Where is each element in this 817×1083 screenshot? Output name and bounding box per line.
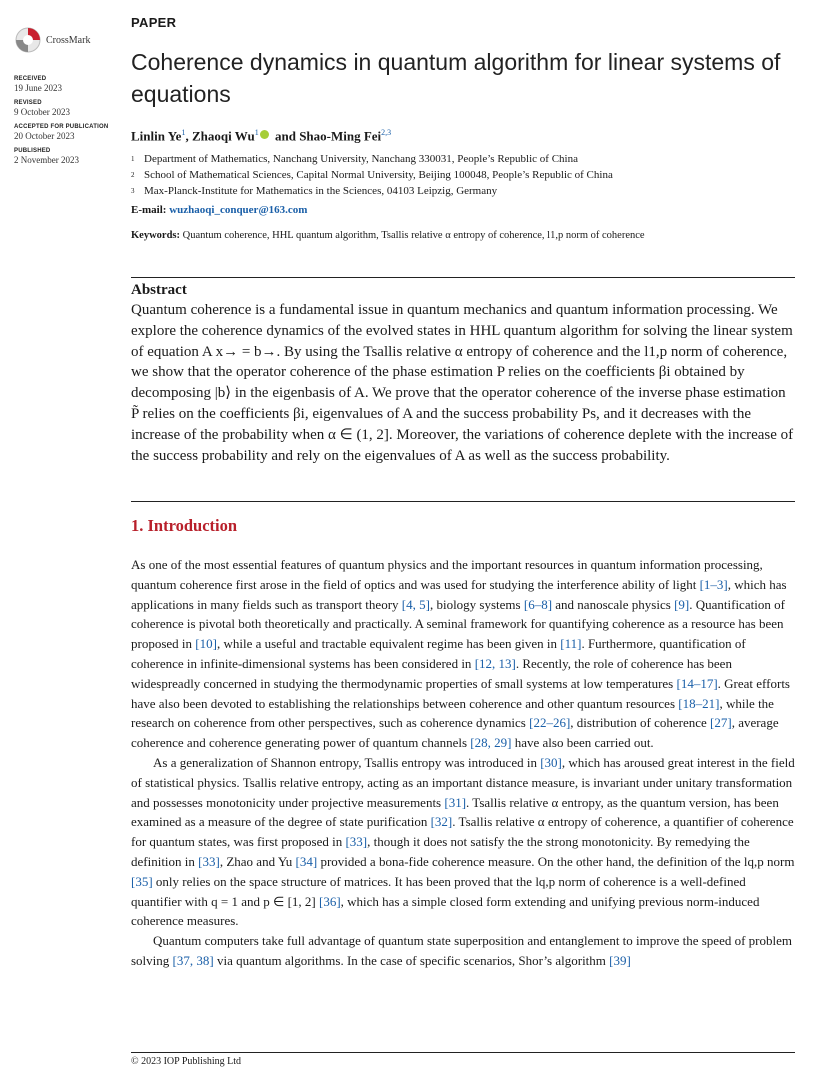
body-text-run: , which has applications in many fields such as transport theory xyxy=(131,576,787,612)
body-text-run: , which has aroused great interest in the field of statistical physics. Tsallis relative entropy, acting as an important distance measure, is invariant under unitary transformation and possesses monotonicity under projective measurements xyxy=(131,754,795,810)
citation-link[interactable]: [22–26] xyxy=(529,715,571,731)
body-text-run: . Recently, the role of coherence has been widespreadly concerned in studying the thermodynamic properties of small systems at low temperatures xyxy=(131,655,732,691)
orcid-icon[interactable] xyxy=(260,130,269,139)
keywords-text: Quantum coherence, HHL quantum algorithm, Tsallis relative α entropy of coherence, l1,p norm of coherence xyxy=(182,230,645,241)
keywords-label: Keywords: xyxy=(131,230,180,241)
body-text-run: , while the research on coherence from other perspectives, such as coherence dynamics xyxy=(131,695,774,731)
body-text-run: . Tsallis relative α entropy of coherence, a quantifier of coherence for quantum states, was first proposed in xyxy=(131,814,794,850)
accepted-label: ACCEPTED FOR PUBLICATION xyxy=(14,124,109,130)
published-label: PUBLISHED xyxy=(14,148,51,154)
author-fei[interactable]: Shao-Ming Fei xyxy=(299,128,382,144)
received-date: 19 June 2023 xyxy=(14,83,62,93)
citation-link[interactable]: [33] xyxy=(345,834,368,850)
email-line xyxy=(131,204,307,216)
affiliation-1: 1 Department of Mathematics, Nanchang University, Nanchang 330031, People’s Republic of China xyxy=(131,153,578,165)
citation-link[interactable]: [12, 13] xyxy=(474,655,516,671)
author-ye-affil: 1 xyxy=(181,128,186,137)
author-wu-affil: 1 xyxy=(254,128,259,137)
introduction-heading: 1. Introduction xyxy=(131,516,238,535)
body-text-run: , distribution of coherence xyxy=(570,715,711,731)
body-text-run: As a generalization of Shannon entropy, Tsallis entropy was introduced in xyxy=(153,754,541,770)
keywords-line xyxy=(131,230,645,241)
citation-link[interactable]: [39] xyxy=(609,952,631,968)
body-text-run: . Great efforts have also been devoted to establishing the relationships between coherence and other quantum resources xyxy=(131,675,790,711)
published-date: 2 November 2023 xyxy=(14,155,79,165)
body-text-run: , biology systems xyxy=(429,596,524,612)
abstract-text: Quantum coherence is a fundamental issue in quantum mechanics and quantum information processing. We explore the coherence dynamics of the evolved states in HHL quantum algorithm for solving the linear system of equation A x→ = b→. By using the Tsallis relative α entropy of coherence and the l1,p norm of coherence, we show that the operator coherence of the phase estimation P relies on the coefficients βi obtained by decomposing |b⟩ in the eigenbasis of A. We prove that the operator coherence of the inverse phase estimation P̃ relies on the coefficients βi, eigenvalues of A and the success probability Ps, and it decreases with the increase of the probability when α ∈ (1, 2]. Moreover, the variations of coherence deplete with the increase of the success probability and rely on the eigenvalues of A as well as the success probability. xyxy=(131,302,794,464)
paragraph-2 xyxy=(131,753,795,931)
abstract-heading: Abstract xyxy=(131,282,187,298)
revised-date: 9 October 2023 xyxy=(14,107,70,117)
author-conjunction: and xyxy=(274,128,296,144)
body-text-run: , while a useful and tractable equivalent regime has been given in xyxy=(216,636,561,652)
received-label: RECEIVED xyxy=(14,76,47,82)
citation-link[interactable]: [37, 38] xyxy=(172,952,214,968)
citation-link[interactable]: [9] xyxy=(674,596,690,612)
affiliation-2: 2 School of Mathematical Sciences, Capital Normal University, Beijing 100048, People’s Republic of China xyxy=(131,169,613,181)
crossmark-icon xyxy=(14,26,42,54)
article-title: Coherence dynamics in quantum algorithm for linear systems of equations xyxy=(131,49,781,107)
citation-link[interactable]: [11] xyxy=(560,636,582,652)
citation-link[interactable]: [33] xyxy=(198,853,220,869)
abstract-bottom-rule xyxy=(131,501,795,502)
body-text-run: . Quantification of coherence is pivotal both theoretically and practically. A seminal framework for quantifying coherence as a resource has been proposed in xyxy=(131,596,785,652)
paper-type-label: PAPER xyxy=(131,15,177,30)
body-text-run: As one of the most essential features of quantum physics and the important resources in quantum information processing, quantum coherence first arose in the field of optics and was used for studying the interference ability of light xyxy=(131,557,763,592)
citation-link[interactable]: [10] xyxy=(195,636,217,652)
citation-link[interactable]: [30] xyxy=(540,754,562,770)
author-ye[interactable]: Linlin Ye xyxy=(131,128,182,144)
accepted-date: 20 October 2023 xyxy=(14,131,75,141)
author-list: Linlin Ye$^1$, Zhaoqi Wu$^1$ and Shao-Ming Fei$^{2,3}$ xyxy=(131,128,392,144)
citation-link[interactable]: [31] xyxy=(444,794,467,810)
body-text-run: , which has a simple closed form extending and unifying previous norm-induced coherence measures. xyxy=(131,893,760,929)
citation-link[interactable]: [1–3] xyxy=(699,576,728,592)
paragraph-3 xyxy=(131,931,795,971)
body-text-run: have also been carried out. xyxy=(511,735,654,751)
copyright-footer: © 2023 IOP Publishing Ltd xyxy=(131,1056,242,1067)
citation-link[interactable]: [35] xyxy=(131,873,153,889)
revised-label: REVISED xyxy=(14,100,42,106)
body-text-run: Quantum computers take full advantage of quantum state superposition and entanglement to improve the speed of problem solving xyxy=(131,933,792,968)
body-text-run: , though it does not satisfy the the strong monotonicity. By remedying the definition in xyxy=(131,834,750,869)
affiliations xyxy=(131,151,613,199)
citation-link[interactable]: [18–21] xyxy=(678,695,720,711)
affiliation-3: 3 Max-Planck-Institute for Mathematics in the Sciences, 04103 Leipzig, Germany xyxy=(131,185,498,197)
body-text-run: , average coherence and coherence generating power of quantum channels xyxy=(131,715,779,751)
body-text-run: . Tsallis relative α entropy, as the quantum version, has been examined as a measure of the degree of state purification xyxy=(131,794,779,830)
citation-link[interactable]: [28, 29] xyxy=(470,735,512,751)
citation-link[interactable]: [4, 5] xyxy=(401,596,430,612)
author-fei-affil: 2,3 xyxy=(381,128,392,137)
body-text-run: only relies on the space structure of matrices. It has been proved that the lq,p norm of coherence is a well-defined quantifier with q = 1 and p ∈ [1, 2] xyxy=(131,873,746,909)
author-wu[interactable]: Zhaoqi Wu xyxy=(191,128,255,144)
email-link[interactable]: wuzhaoqi_conquer@163.com xyxy=(169,204,308,216)
body-text-run: . Furthermore, quantification of coherence in infinite-dimensional systems has been considered in xyxy=(131,636,746,671)
body-text-run: provided a bona-fide coherence measure. On the other hand, the definition of the lq,p norm xyxy=(317,853,795,869)
body-text-run: via quantum algorithms. In the case of specific scenarios, Shor’s algorithm xyxy=(213,952,610,968)
citation-link[interactable]: [34] xyxy=(295,853,318,869)
introduction-body xyxy=(131,555,795,971)
abstract-top-rule xyxy=(131,277,795,278)
citation-link[interactable]: [27] xyxy=(710,715,732,731)
crossmark-badge[interactable] xyxy=(14,26,114,54)
citation-link[interactable]: [14–17] xyxy=(676,675,718,691)
citation-link[interactable]: [32] xyxy=(430,814,453,830)
body-text-run: and nanoscale physics xyxy=(552,596,675,612)
body-text-run: , Zhao and Yu xyxy=(219,853,296,869)
publication-dates xyxy=(14,76,119,165)
crossmark-label: CrossMark xyxy=(46,34,91,46)
footer-rule xyxy=(131,1052,795,1053)
citation-link[interactable]: [36] xyxy=(318,893,341,909)
citation-link[interactable]: [6–8] xyxy=(523,596,553,612)
email-label: E-mail: xyxy=(131,204,167,216)
paragraph-1 xyxy=(131,555,795,753)
